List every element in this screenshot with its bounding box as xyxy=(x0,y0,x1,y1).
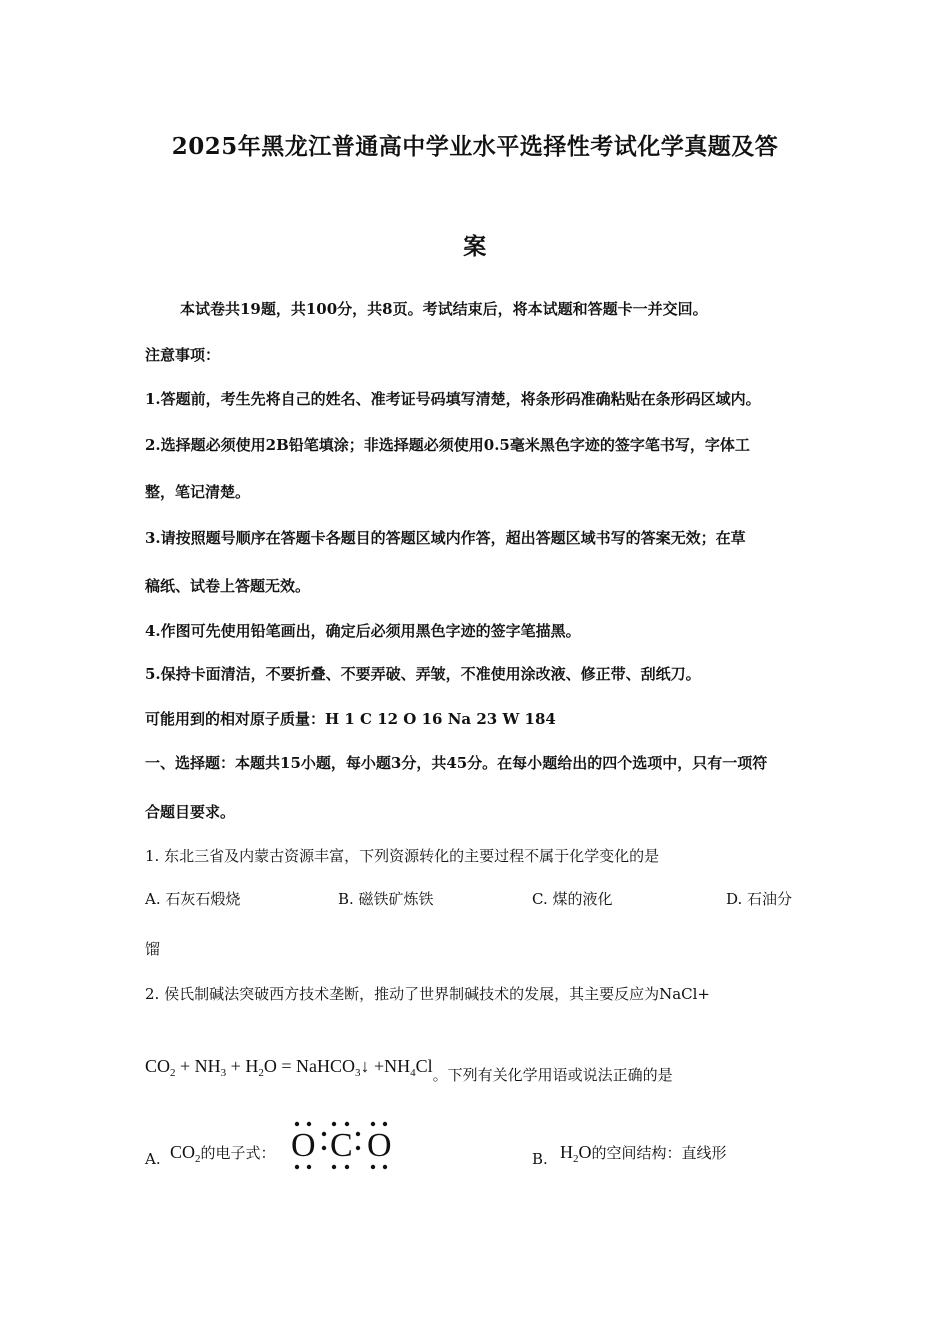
q1-option-d-wrap: 馏 xyxy=(145,940,161,958)
spatial-structure-label: 的空间结构：直线形 xyxy=(591,1144,727,1162)
electron-formula-label: 的电子式： xyxy=(200,1144,276,1162)
notice-item-3: 3.请按照题号顺序在答题卡各题目的答题区域内作答，超出答题区域书写的答案无效；在草 xyxy=(145,529,746,547)
lewis-carbon: C xyxy=(330,1127,353,1164)
q2-option-b-content xyxy=(560,1142,727,1165)
notice-item-1: 1.答题前，考生先将自己的姓名、准考证号码填写清楚，将条形码准确粘贴在条形码区域内。 xyxy=(145,390,761,408)
h2o-formula: $H_2O$ xyxy=(560,1142,592,1165)
co2-lewis-structure xyxy=(289,1118,393,1172)
q1-option-c: C. 煤的液化 xyxy=(532,890,613,908)
q2-option-a-content xyxy=(170,1142,276,1165)
q2-option-a-label: A. xyxy=(145,1150,161,1168)
question-2-stem: 2. 侯氏制碱法突破西方技术垄断，推动了世界制碱技术的发展，其主要反应为NaCl+ xyxy=(145,985,710,1003)
q2-option-b-label: B. xyxy=(532,1150,548,1168)
q1-option-b: B. 磁铁矿炼铁 xyxy=(338,890,434,908)
lewis-oxygen-right: O xyxy=(367,1127,392,1164)
notice-item-3-cont: 稿纸、试卷上答题无效。 xyxy=(145,577,311,595)
lewis-oxygen-left: O xyxy=(291,1127,316,1164)
q1-option-a: A. 石灰石煅烧 xyxy=(145,890,241,908)
notice-item-2-cont: 整，笔记清楚。 xyxy=(145,483,251,501)
co2-formula: $CO_2$ xyxy=(170,1142,201,1165)
question-2-equation-line xyxy=(145,1056,673,1084)
document-title-line-2: 案 xyxy=(463,233,487,260)
notice-heading: 注意事项： xyxy=(145,346,221,364)
notice-item-4: 4.作图可先使用铅笔画出，确定后必须用黑色字迹的签字笔描黑。 xyxy=(145,622,581,640)
equation-followup-text: 。下列有关化学用语或说法正确的是 xyxy=(432,1066,673,1084)
atomic-masses: 可能用到的相对原子质量：H 1 C 12 O 16 Na 23 W 184 xyxy=(145,710,556,728)
q1-option-d: D. 石油分 xyxy=(726,890,793,908)
question-1-stem: 1. 东北三省及内蒙古资源丰富，下列资源转化的主要过程不属于化学变化的是 xyxy=(145,847,660,865)
question-1-options xyxy=(0,888,950,910)
notice-item-5: 5.保持卡面清洁，不要折叠、不要弄破、弄皱，不准使用涂改液、修正带、刮纸刀。 xyxy=(145,665,701,683)
intro-text: 本试卷共19题，共100分，共8页。考试结束后，将本试题和答题卡一并交回。 xyxy=(180,300,708,318)
section-1-line-1: 一、选择题：本题共15小题，每小题3分，共45分。在每小题给出的四个选项中，只有一项符 xyxy=(145,754,768,772)
section-1-line-2: 合题目要求。 xyxy=(145,803,236,821)
notice-item-2: 2.选择题必须使用2B铅笔填涂；非选择题必须使用0.5毫米黑色字迹的签字笔书写，字体工 xyxy=(145,436,750,454)
reaction-equation: $CO_2 + NH_3 + H_2O$ = NaHCO$_3$↓ $+NH_4Cl$ xyxy=(145,1056,433,1079)
document-title-line-1: 2025年黑龙江普通高中学业水平选择性考试化学真题及答 xyxy=(171,133,779,160)
